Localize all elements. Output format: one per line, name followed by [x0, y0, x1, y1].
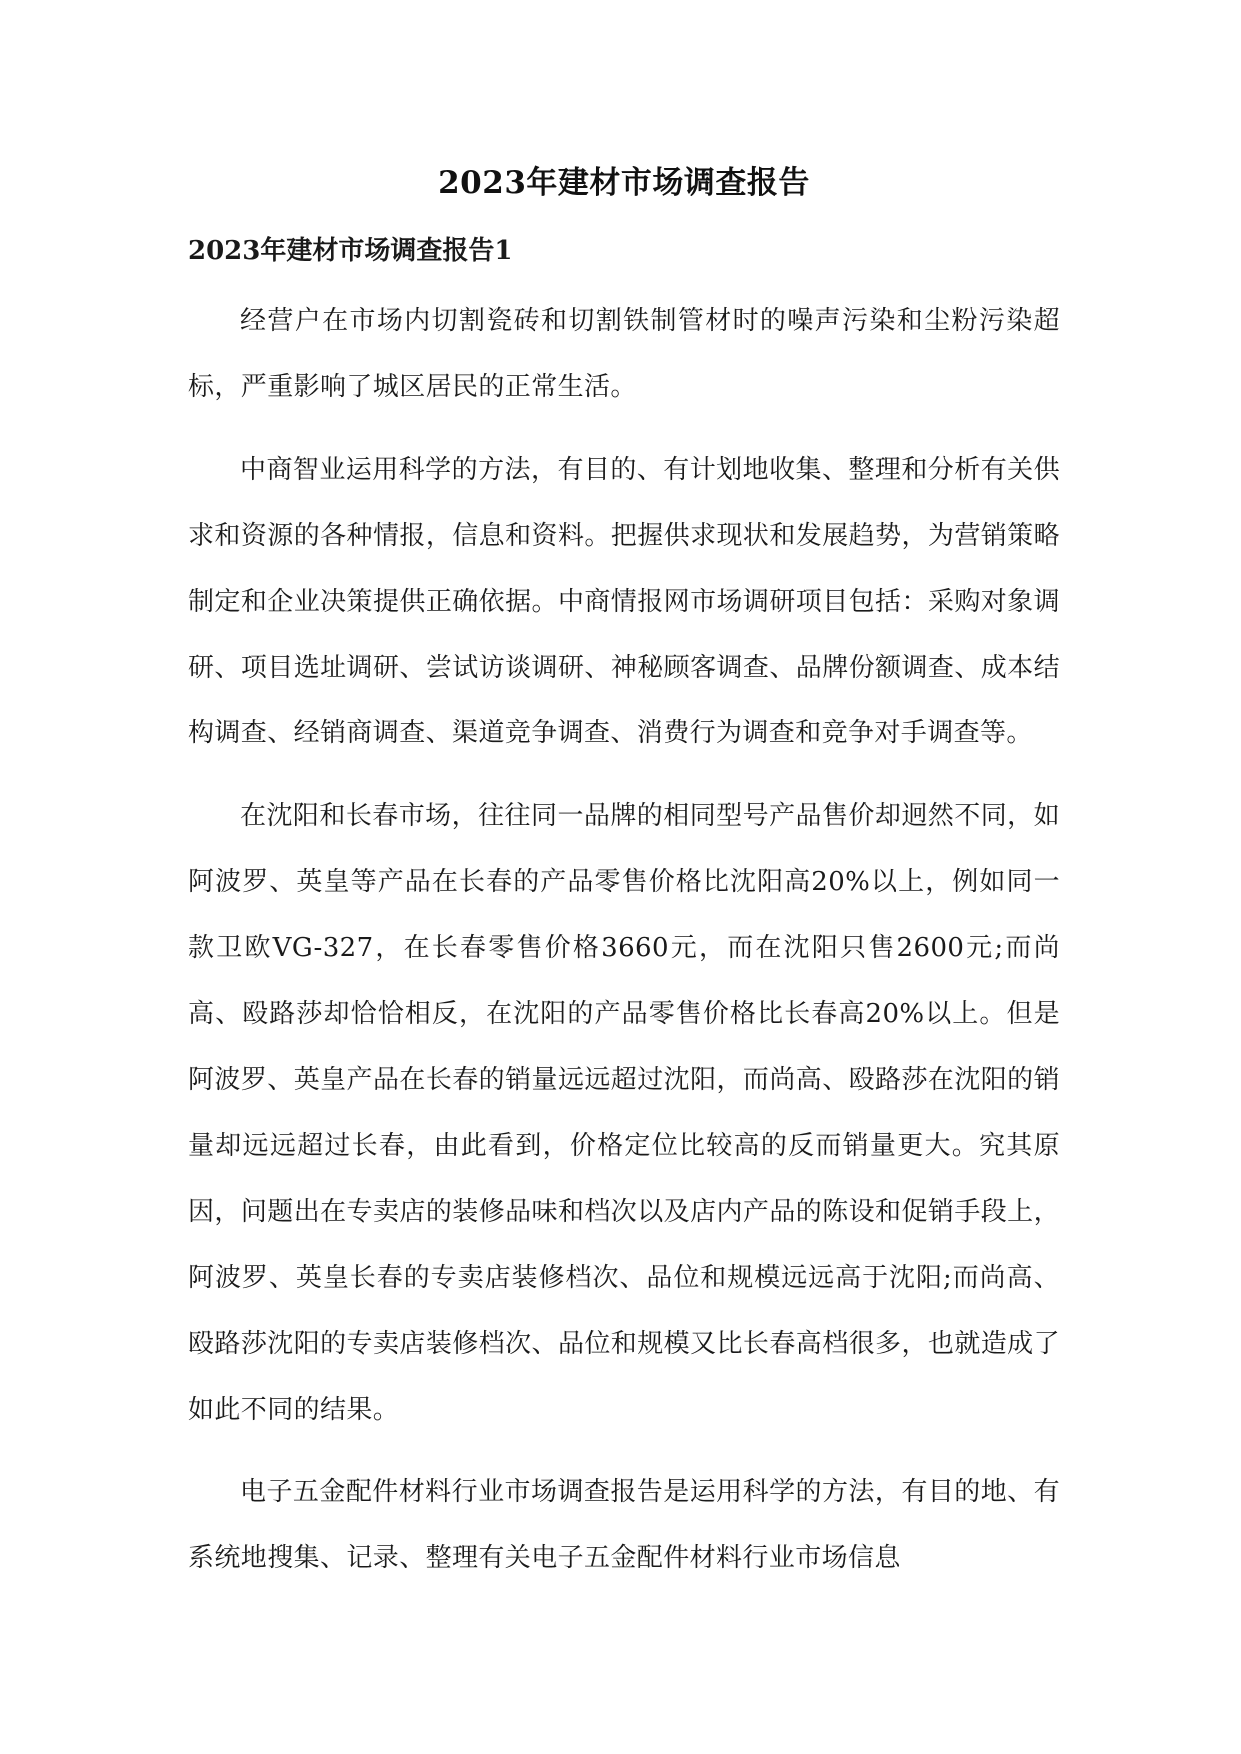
section-heading: 2023年建材市场调查报告1: [188, 236, 513, 266]
document-title: 2023年建材市场调查报告: [438, 165, 810, 201]
paragraph: 电子五金配件材料行业市场调查报告是运用科学的方法，有目的地、有系统地搜集、记录、整理有关电子五金配件材料行业市场信息: [188, 1477, 1060, 1574]
paragraph: 在沈阳和长春市场，往往同一品牌的相同型号产品售价却迥然不同，如阿波罗、英皇等产品在长春的产品零售价格比沈阳高20%以上，例如同一款卫欧VG-327，在长春零售价格3660元，而在沈阳只售2600元;而尚高、殴路莎却恰恰相反，在沈阳的产品零售价格比长春高20%以上。但是阿波罗、英皇产品在长春的销量远远超过沈阳，而尚高、殴路莎在沈阳的销量却远远超过长春，由此看到，价格定位比较高的反而销量更大。究其原因，问题出在专卖店的装修品味和档次以及店内产品的陈设和促销手段上，阿波罗、英皇长春的专卖店装修档次、品位和规模远远高于沈阳;而尚高、殴路莎沈阳的专卖店装修档次、品位和规模又比长春高档很多，也就造成了如此不同的结果。: [188, 801, 1060, 1425]
paragraph: 中商智业运用科学的方法，有目的、有计划地收集、整理和分析有关供求和资源的各种情报，信息和资料。把握供求现状和发展趋势，为营销策略制定和企业决策提供正确依据。中商情报网市场调研项目包括：采购对象调研、项目选址调研、尝试访谈调研、神秘顾客调查、品牌份额调查、成本结构调查、经销商调查、渠道竞争调查、消费行为调查和竞争对手调查等。: [188, 454, 1060, 749]
document-body: [188, 289, 1060, 1609]
paragraph: 经营户在市场内切割瓷砖和切割铁制管材时的噪声污染和尘粉污染超标，严重影响了城区居民的正常生活。: [188, 306, 1060, 402]
